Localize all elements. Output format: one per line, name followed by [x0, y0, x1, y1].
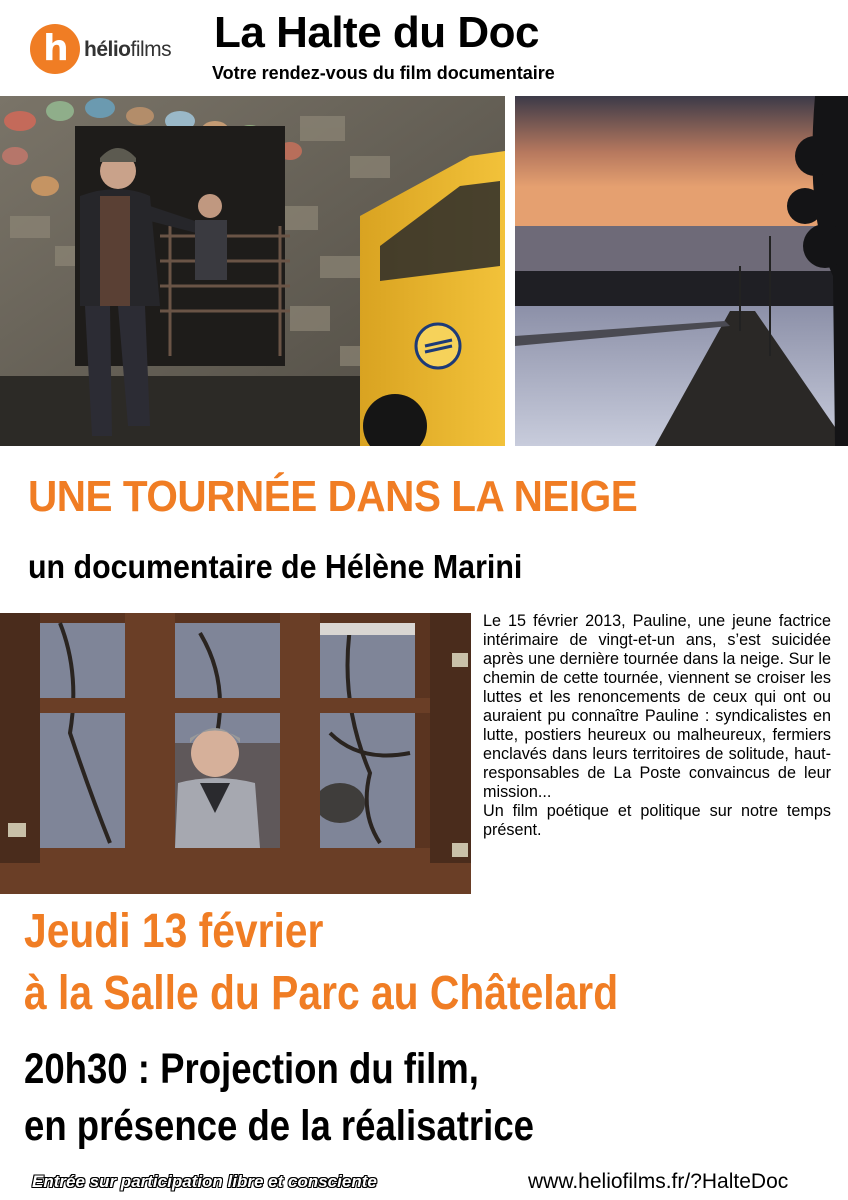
website-link[interactable]: www.heliofilms.fr/?HalteDoc [528, 1170, 789, 1193]
logo-wordmark [84, 38, 171, 62]
series-title: La Halte du Doc [214, 8, 539, 57]
photo-woman-at-window [0, 613, 471, 894]
film-synopsis [483, 612, 831, 840]
event-session-line: en présence de la réalisatrice [24, 1102, 534, 1150]
admission-note: Entrée sur participation libre et consciente [32, 1172, 377, 1191]
film-director-line: un documentaire de Hélène Marini [28, 548, 523, 585]
event-date: Jeudi 13 février [24, 905, 324, 958]
synopsis-paragraph: Le 15 février 2013, Pauline, une jeune factrice intérimaire de vingt-et-un ans, s’est suicidée après une dernière tournée dans la neige. Sur le chemin de cette tournée, viennent se croiser les luttes et les renoncements de ceux qui ont ou auraient pu connaître Pauline : syndicalistes en lutte, postiers heureux ou malheureux, fermiers enclavés dans leurs territoires de solitude, haut-responsables de La Poste convaincus de leur mission... [483, 612, 831, 801]
logo-wordmark-light: films [130, 38, 172, 61]
logo-wordmark-bold: hélio [84, 38, 131, 61]
photo-postman-and-farmer [0, 96, 505, 446]
logo-glyph: h [43, 28, 69, 69]
event-session-line: 20h30 : Projection du film, [24, 1045, 479, 1093]
heliofilms-logo [30, 24, 190, 76]
photo-snowy-road-sunset [515, 96, 848, 446]
film-title: UNE TOURNÉE DANS LA NEIGE [28, 472, 638, 521]
series-subtitle: Votre rendez-vous du film documentaire [212, 63, 555, 83]
event-venue: à la Salle du Parc au Châtelard [24, 967, 619, 1020]
synopsis-paragraph: Un film poétique et politique sur notre temps présent. [483, 802, 831, 839]
